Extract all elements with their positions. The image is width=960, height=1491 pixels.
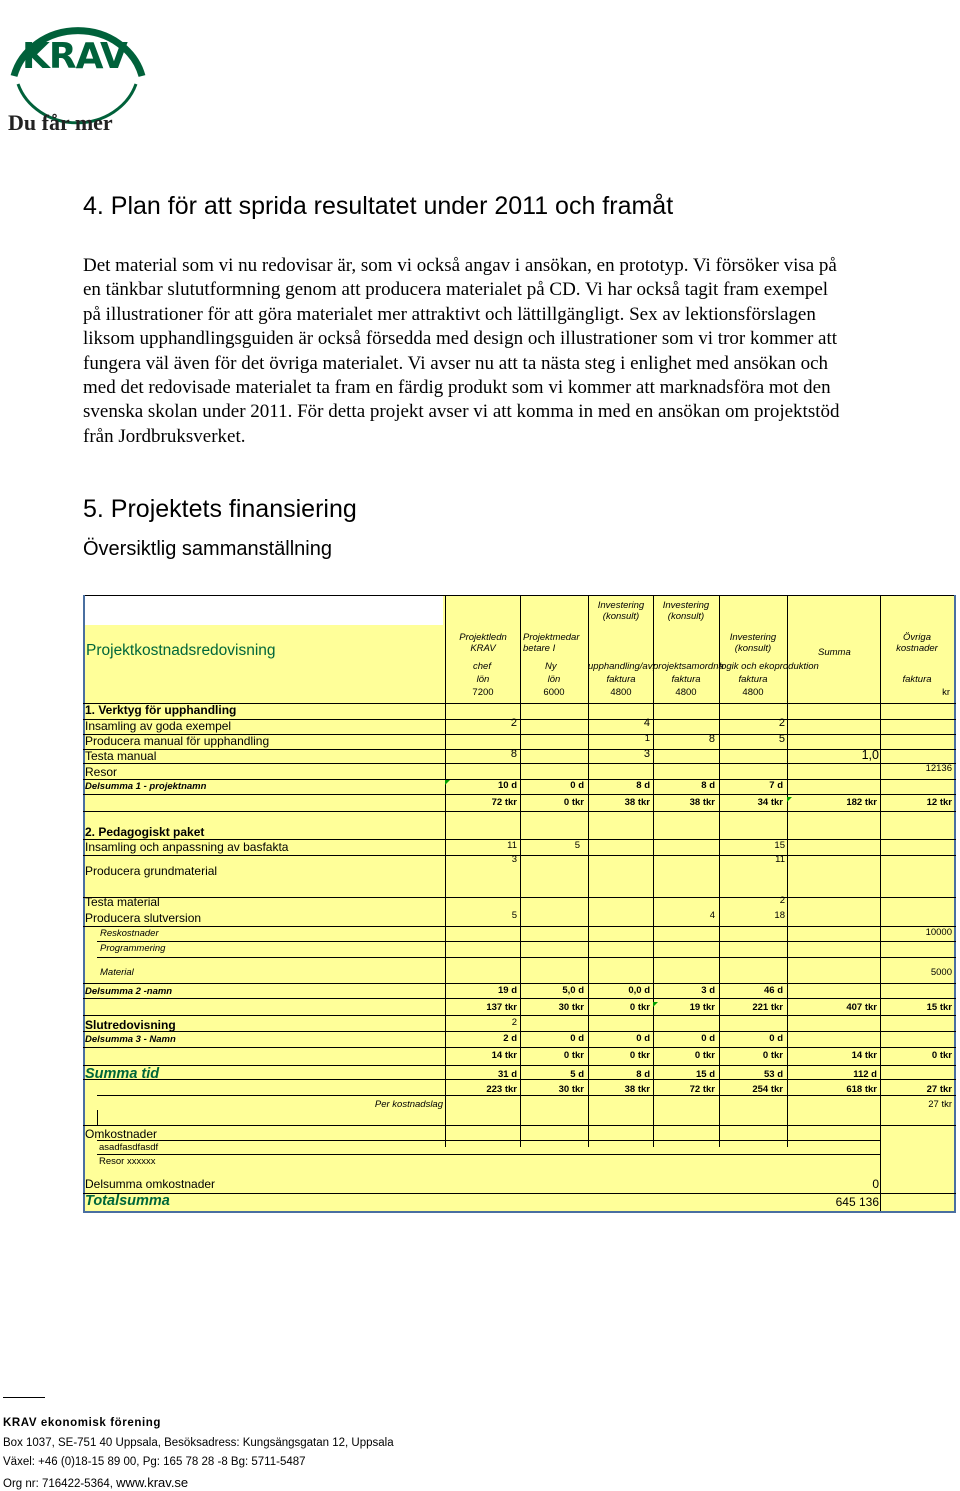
summa-tid-label: Summa tid [85, 1066, 160, 1082]
days-cell: 5,0 d [562, 985, 584, 996]
footer-orgnr-text: Org nr: 716422-5364, [3, 1478, 117, 1490]
tkr-cell: 72 tkr [689, 1084, 715, 1095]
header-projektledn: Projektledn KRAV [459, 632, 507, 654]
role-eko: logik och ekoproduktion [719, 661, 819, 672]
omk-title: Omkostnader [85, 1127, 158, 1141]
days-cell: 0 d [570, 780, 584, 791]
row-label: Resor [85, 765, 118, 779]
footer-web-link[interactable]: www.krav.se [116, 1475, 189, 1490]
grid-line [97, 1110, 98, 1125]
body-line: svenska skolan under 2011. För detta projekt avser vi att komma in med en ansökan om projektstöd [83, 401, 840, 423]
rate-cell: 4800 [742, 687, 764, 698]
row-extra: 1,0 [861, 748, 879, 762]
days-cell: 15 d [695, 1069, 715, 1080]
comment-marker-icon [445, 780, 450, 785]
pay-cell: faktura [606, 674, 636, 685]
omk-delsumma-label: Delsumma omkostnader [85, 1177, 216, 1191]
footer-org: KRAV ekonomisk förening [3, 1417, 161, 1429]
rate-cell: 7200 [472, 687, 494, 698]
group1-title: 1. Verktyg för upphandling [85, 703, 237, 717]
role-chef: chef [473, 661, 491, 672]
grid-line [83, 1211, 956, 1213]
tkr-cell: 0 tkr [629, 1002, 650, 1013]
grid-line [97, 1095, 956, 1096]
rate-cell: 4800 [610, 687, 632, 698]
header-inv2: Investering (konsult) [662, 600, 710, 622]
row-value: 3 [511, 854, 517, 865]
tkr-cell: 221 tkr [752, 1002, 783, 1013]
reskostnader-label: Reskostnader [100, 928, 159, 939]
tkr-cell: 14 tkr [851, 1050, 877, 1061]
tkr-cell: 72 tkr [491, 797, 517, 808]
row-label: Testa manual [85, 749, 157, 763]
row-label: Producera manual för upphandling [85, 734, 270, 748]
grid-line [83, 794, 956, 795]
row-value: 3 [643, 748, 650, 760]
grid-line [83, 1015, 956, 1016]
per-kostnadslag-label: Per kostnadslag [374, 1099, 443, 1110]
per-kostnadslag-value: 27 tkr [928, 1099, 952, 1110]
days-cell: 10 d [497, 780, 517, 791]
grid-line [83, 1125, 956, 1126]
tkr-cell: 12 tkr [926, 797, 952, 808]
row-value: 2 [510, 717, 517, 729]
programmering-label: Programmering [100, 943, 166, 954]
slut-title: Slutredovisning [85, 1018, 176, 1032]
logo-tagline: Du får mer [8, 110, 113, 135]
row-value: 4 [643, 717, 650, 729]
section4-body [83, 254, 943, 449]
footer-contact: Växel: +46 (0)18-15 89 00, Pg: 165 78 28 -8 Bg: 5711-5487 [3, 1456, 306, 1468]
row-value: 5 [574, 840, 580, 851]
pay-cell: faktura [671, 674, 701, 685]
tkr-cell: 27 tkr [926, 1084, 952, 1095]
pay-cell: faktura [902, 674, 932, 685]
row-label: Producera grundmaterial [85, 864, 218, 878]
subtotal-label: Delsumma 1 - projektnamn [85, 781, 207, 792]
omk-delsumma-value: 0 [872, 1177, 879, 1191]
body-line: Det material som vi nu redovisar är, som vi också angav i ansökan, en prototyp. Vi försöker visa på [83, 255, 837, 276]
body-line: liksom upphandlingsguiden är också försedda med design och illustrationer som vi tror kommer att [83, 328, 838, 350]
days-cell: 46 d [763, 985, 783, 996]
days-cell: 19 d [497, 985, 517, 996]
logo-brand: KRAV [22, 36, 127, 77]
days-cell: 0 d [570, 1033, 584, 1044]
pay-cell: lön [476, 674, 490, 685]
grid-line [83, 1031, 956, 1032]
grid-line [97, 1140, 880, 1141]
tkr-cell: 15 tkr [926, 1002, 952, 1013]
tkr-cell: 38 tkr [624, 1084, 650, 1095]
header-projektmedar: Projektmedar betare I [523, 632, 580, 654]
role-ny: Ny [545, 661, 557, 672]
body-line: från Jordbruksverket. [83, 425, 246, 447]
footer-address: Box 1037, SE-751 40 Uppsala, Besöksadress: Kungsängsgatan 12, Uppsala [3, 1437, 394, 1449]
rate-cell: kr [942, 687, 950, 698]
totalsumma-label: Totalsumma [85, 1193, 170, 1209]
pay-cell: faktura [738, 674, 768, 685]
grid-line [83, 926, 956, 927]
days-cell: 31 d [497, 1069, 517, 1080]
days-cell: 7 d [769, 780, 783, 791]
omk-item: asadfasdfasdf [99, 1142, 159, 1153]
days-cell: 0 d [701, 1033, 715, 1044]
row-value: 1 [644, 733, 650, 744]
pay-cell: lön [547, 674, 561, 685]
days-cell: 53 d [763, 1069, 783, 1080]
material-value: 5000 [930, 967, 952, 978]
row-value: 8 [708, 733, 715, 745]
row-label: Producera slutversion [85, 911, 202, 925]
days-cell: 8 d [701, 780, 715, 791]
footer-rule [3, 1397, 45, 1398]
header-summa: Summa [818, 647, 851, 658]
tkr-cell: 137 tkr [486, 1002, 517, 1013]
days-cell: 0 d [636, 1033, 650, 1044]
tkr-cell: 34 tkr [757, 797, 783, 808]
section5-subheading: Översiktlig sammanställning [83, 538, 332, 560]
row-label: Insamling och anpassning av basfakta [85, 840, 289, 854]
role-upph: upphandling/avr [588, 661, 656, 672]
days-cell: 0 d [769, 1033, 783, 1044]
tkr-cell: 38 tkr [624, 797, 650, 808]
grid-line [83, 855, 956, 856]
totalsumma-value: 645 136 [835, 1195, 879, 1209]
row-ovriga: 12136 [925, 763, 952, 774]
group2-title: 2. Pedagogiskt paket [85, 825, 205, 839]
row-value: 18 [774, 910, 785, 921]
grid-line [83, 1047, 956, 1048]
comment-marker-icon [787, 797, 792, 802]
rate-cell: 6000 [543, 687, 565, 698]
tkr-cell: 30 tkr [558, 1084, 584, 1095]
grid-line [97, 1154, 880, 1155]
grid-line [97, 941, 956, 942]
grid-line [83, 1193, 956, 1194]
row-value: 2 [778, 717, 785, 729]
omk-item: Resor xxxxxx [99, 1156, 156, 1167]
tkr-cell: 0 tkr [629, 1050, 650, 1061]
subtotal-label: Delsumma 3 - Namn [85, 1034, 176, 1045]
tkr-cell: 38 tkr [689, 797, 715, 808]
grid-line [83, 897, 956, 898]
tkr-cell: 254 tkr [752, 1084, 783, 1095]
tkr-cell: 0 tkr [694, 1050, 715, 1061]
tkr-cell: 0 tkr [762, 1050, 783, 1061]
row-value: 11 [507, 840, 517, 851]
header-ovriga: Övriga kostnader [896, 632, 938, 654]
row-value: 4 [709, 910, 715, 921]
days-cell: 112 d [853, 1069, 877, 1080]
table-blank [83, 595, 443, 625]
tkr-cell: 30 tkr [558, 1002, 584, 1013]
body-line: en tänkbar slututformning genom att producera materialet på CD. Vi har också tagit fram exempel [83, 279, 829, 301]
tkr-cell: 407 tkr [846, 1002, 877, 1013]
grid-line [83, 811, 956, 812]
footer-orgnr [3, 1475, 188, 1490]
role-proj: projektsamordna [653, 661, 724, 672]
reskostnader-value: 10000 [925, 927, 952, 938]
row-label: Insamling av goda exempel [85, 719, 232, 733]
tkr-cell: 19 tkr [689, 1002, 715, 1013]
grid-line [83, 1065, 956, 1066]
tkr-cell: 223 tkr [486, 1084, 517, 1095]
tkr-cell: 618 tkr [846, 1084, 877, 1095]
days-cell: 3 d [701, 985, 715, 996]
tkr-cell: 14 tkr [491, 1050, 517, 1061]
tkr-cell: 0 tkr [563, 1050, 584, 1061]
krav-logo [6, 6, 148, 138]
header-inv3: Investering (konsult) [729, 632, 777, 654]
grid-line [83, 763, 956, 764]
grid-line [83, 998, 956, 999]
section5-heading: 5. Projektets finansiering [83, 495, 357, 523]
row-label: Testa material [85, 895, 160, 909]
section4-heading: 4. Plan för att sprida resultatet under 2011 och framåt [83, 192, 674, 220]
header-inv1: Investering (konsult) [597, 600, 645, 622]
row-value: 11 [775, 854, 785, 865]
comment-marker-icon [653, 1002, 658, 1007]
days-cell: 2 d [503, 1033, 517, 1044]
tkr-cell: 0 tkr [563, 797, 584, 808]
cost-table [83, 595, 956, 1211]
table-title: Projektkostnadsredovisning [86, 642, 276, 659]
grid-line [83, 983, 956, 984]
row-value: 5 [778, 733, 785, 745]
grid-line [97, 957, 956, 958]
days-cell: 0,0 d [628, 985, 650, 996]
body-line: på illustrationer för att göra materialet mer attraktivt och lättillgängligt. Sex av lektionsförslagen [83, 303, 816, 325]
grid-line [954, 595, 956, 1211]
row-value: 2 [779, 895, 785, 906]
body-line: fungera väl även för det övriga materialet. Vi avser nu att ta nästa steg i enlighet med ansökan och [83, 352, 829, 374]
days-cell: 8 d [636, 780, 650, 791]
row-value: 5 [511, 910, 517, 921]
material-label: Material [100, 967, 134, 978]
days-cell: 5 d [570, 1069, 584, 1080]
days-cell: 8 d [636, 1069, 650, 1080]
tkr-cell: 182 tkr [846, 797, 877, 808]
subtotal-label: Delsumma 2 -namn [85, 986, 173, 997]
slut-value: 2 [511, 1017, 517, 1028]
row-value: 15 [774, 840, 785, 851]
body-line: med det redovisade materialet ta fram en färdig produkt som vi kommer att marknadsföra mot den [83, 377, 831, 399]
tkr-cell: 0 tkr [931, 1050, 952, 1061]
row-value: 8 [510, 748, 517, 760]
rate-cell: 4800 [675, 687, 697, 698]
